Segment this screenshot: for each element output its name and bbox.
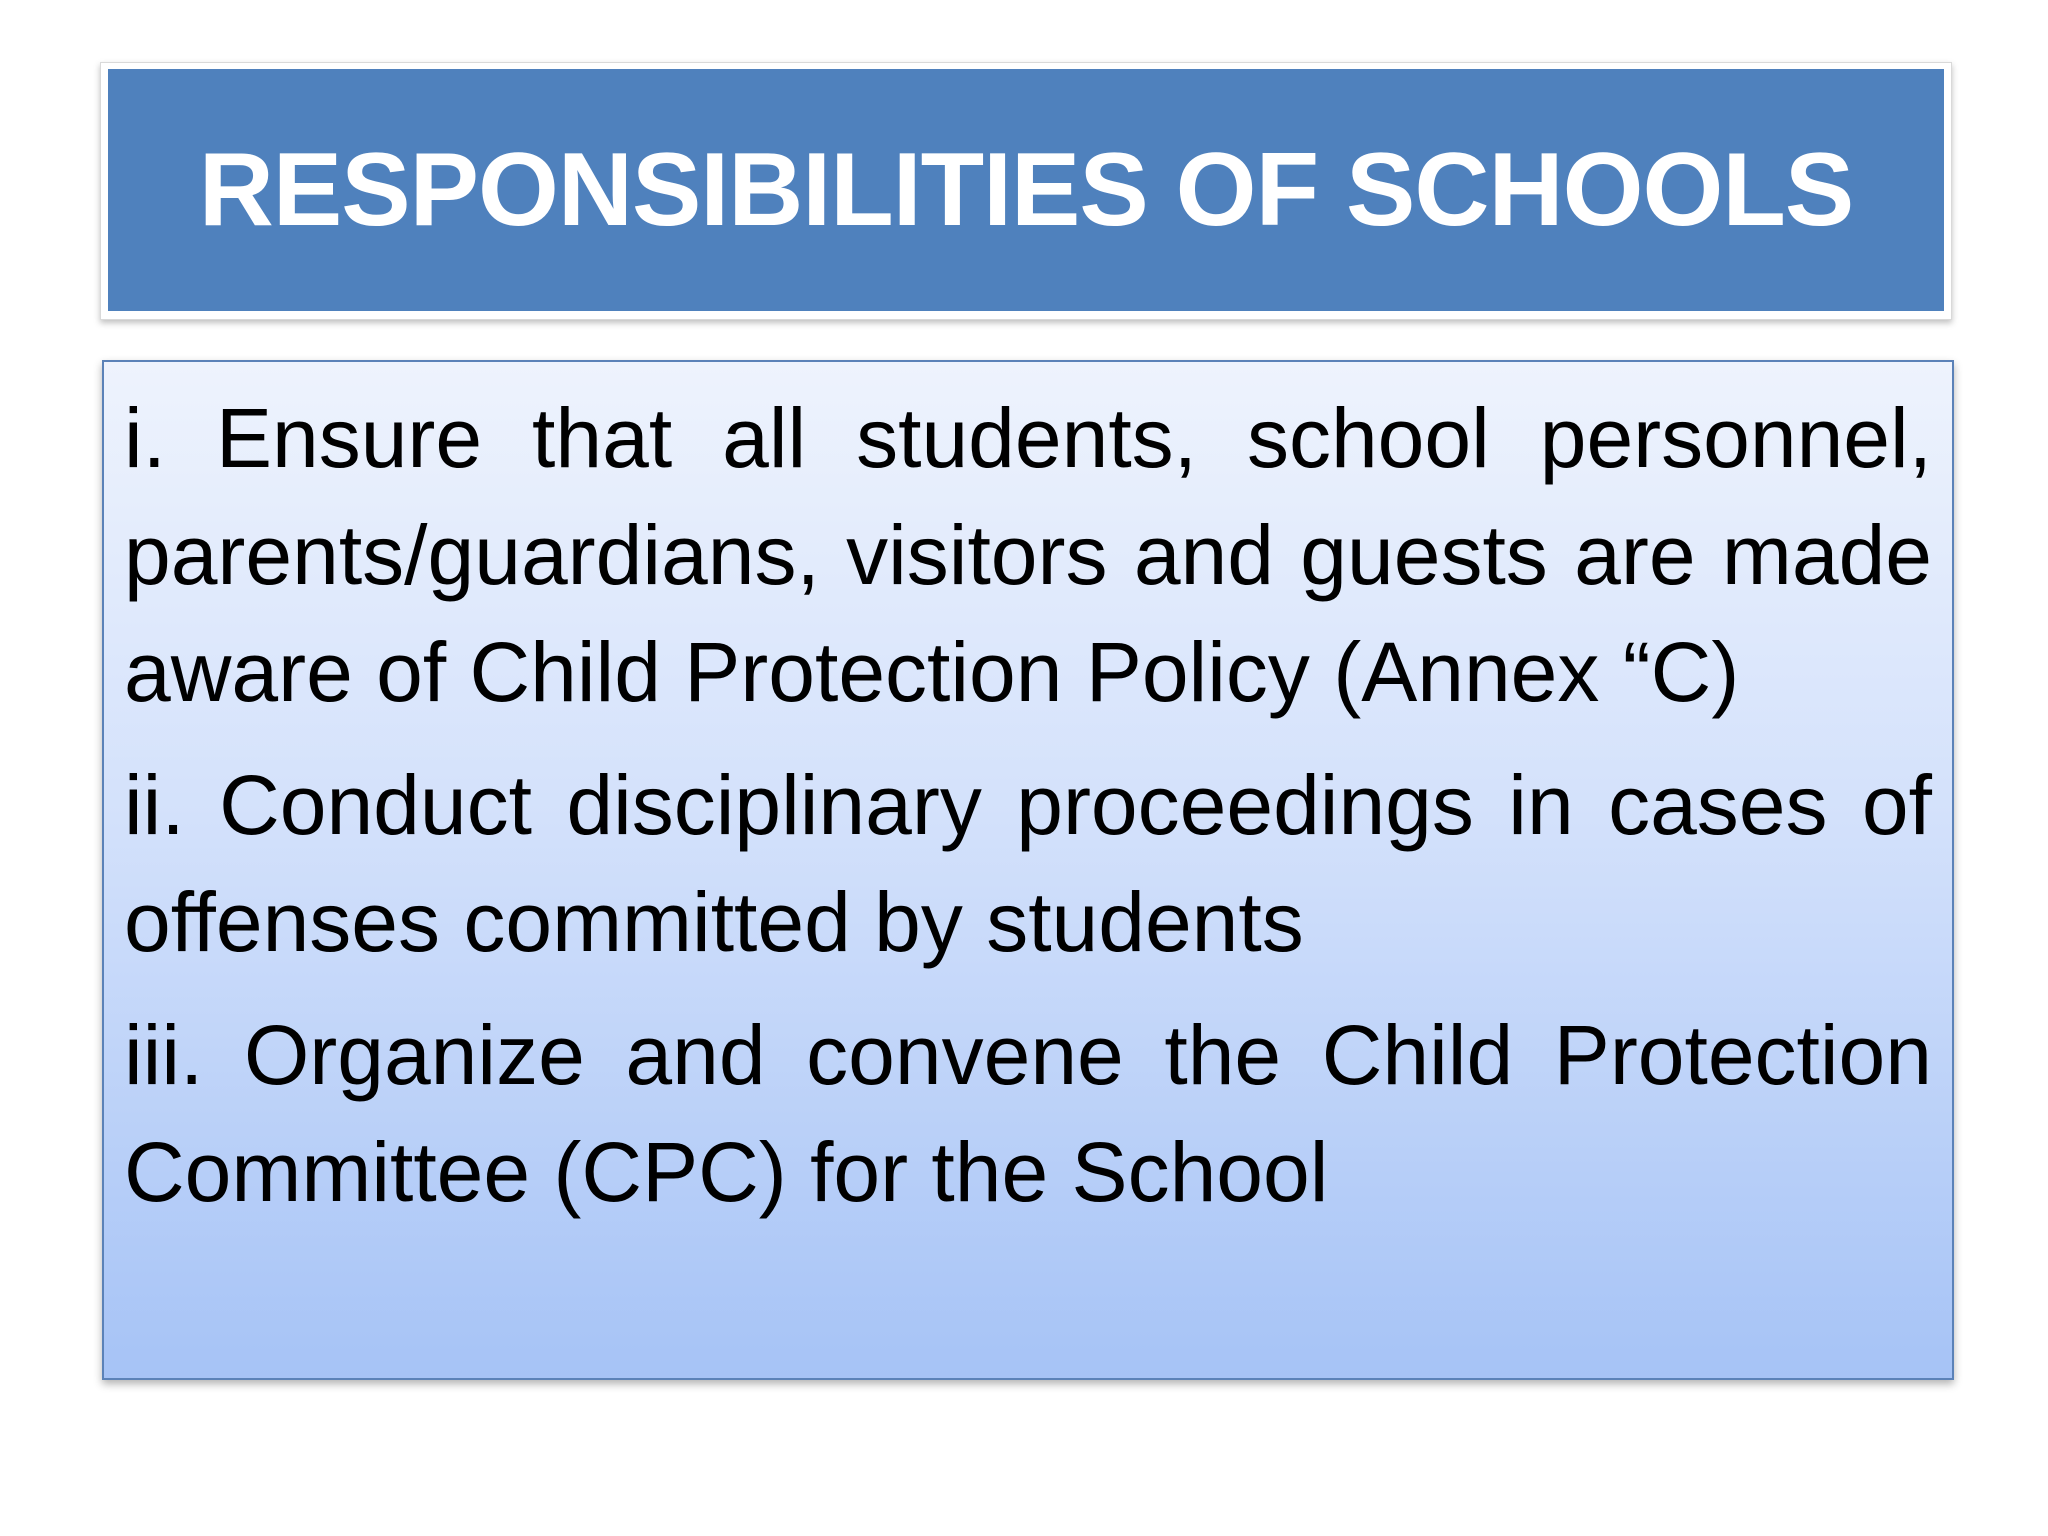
title-frame xyxy=(100,62,1952,320)
content-box xyxy=(102,360,1954,1380)
responsibility-item-1: i. Ensure that all students, school personnel, parents/guardians, visitors and guests are made aware of Child Protection Policy (Annex “C) xyxy=(124,391,1932,719)
slide-title: RESPONSIBILITIES OF SCHOOLS xyxy=(198,132,1854,248)
title-box xyxy=(108,69,1944,311)
responsibility-item-2: ii. Conduct disciplinary proceedings in cases of offenses committed by students xyxy=(124,758,1932,969)
responsibility-item-3: iii. Organize and convene the Child Protection Committee (CPC) for the School xyxy=(124,1008,1932,1219)
